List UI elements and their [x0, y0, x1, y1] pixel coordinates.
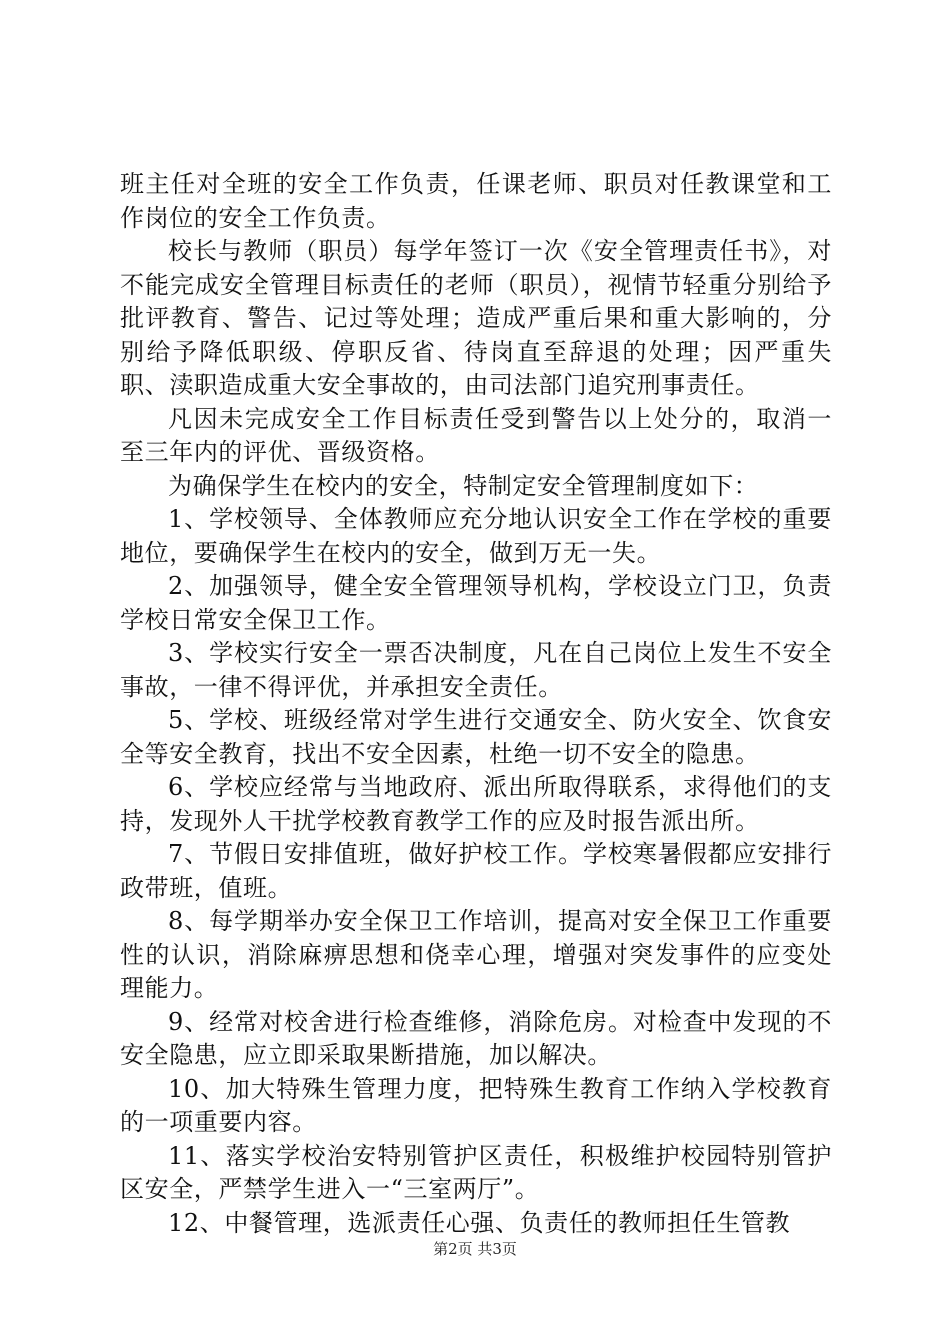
paragraph-4: 为确保学生在校内的安全，特制定安全管理制度如下： [168, 471, 759, 500]
rule-item-6: 6、学校应经常与当地政府、派出所取得联系，求得他们的支持，发现外人干扰学校教育教学工作的应及时报告派出所。 [120, 773, 832, 835]
rule-item-5: 5、学校、班级经常对学生进行交通安全、防火安全、饮食安全等安全教育，找出不安全因素，杜绝一切不安全的隐患。 [120, 706, 832, 768]
page-number-footer: 第2页 共3页 [433, 1240, 517, 1258]
rule-item-1: 1、学校领导、全体教师应充分地认识安全工作在学校的重要地位，要确保学生在校内的安全，做到万无一失。 [120, 505, 832, 567]
rule-item-12: 12、中餐管理，选派责任心强、负责任的教师担任生管教 [168, 1208, 791, 1237]
paragraph-3: 凡因未完成安全工作目标责任受到警告以上处分的，取消一至三年内的评优、晋级资格。 [120, 404, 832, 466]
document-body [120, 168, 832, 1240]
rule-item-8: 8、每学期举办安全保卫工作培训，提高对安全保卫工作重要性的认识，消除麻痹思想和侥幸心理，增强对突发事件的应变处理能力。 [120, 907, 832, 1002]
paragraph-1: 班主任对全班的安全工作负责，任课老师、职员对任教课堂和工作岗位的安全工作负责。 [120, 170, 832, 232]
rule-item-11: 11、落实学校治安特别管护区责任，积极维护校园特别管护区安全，严禁学生进入一“三室两厅”。 [120, 1141, 832, 1203]
rule-item-3: 3、学校实行安全一票否决制度，凡在自己岗位上发生不安全事故，一律不得评优，并承担安全责任。 [120, 639, 832, 701]
rule-item-7: 7、节假日安排值班，做好护校工作。学校寒暑假都应安排行政带班，值班。 [120, 840, 832, 902]
rule-item-9: 9、经常对校舍进行检查维修，消除危房。对检查中发现的不安全隐患，应立即采取果断措施，加以解决。 [120, 1007, 832, 1069]
paragraph-2: 校长与教师（职员）每学年签订一次《安全管理责任书》，对不能完成安全管理目标责任的老师（职员），视情节轻重分别给予批评教育、警告、记过等处理；造成严重后果和重大影响的，分别给予降低职级、停职反省、待岗直至辞退的处理；因严重失职、渎职造成重大安全事故的，由司法部门追究刑事责任。 [120, 237, 832, 399]
rule-item-2: 2、加强领导，健全安全管理领导机构，学校设立门卫，负责学校日常安全保卫工作。 [120, 572, 832, 634]
rule-item-10: 10、加大特殊生管理力度，把特殊生教育工作纳入学校教育的一项重要内容。 [120, 1074, 832, 1136]
